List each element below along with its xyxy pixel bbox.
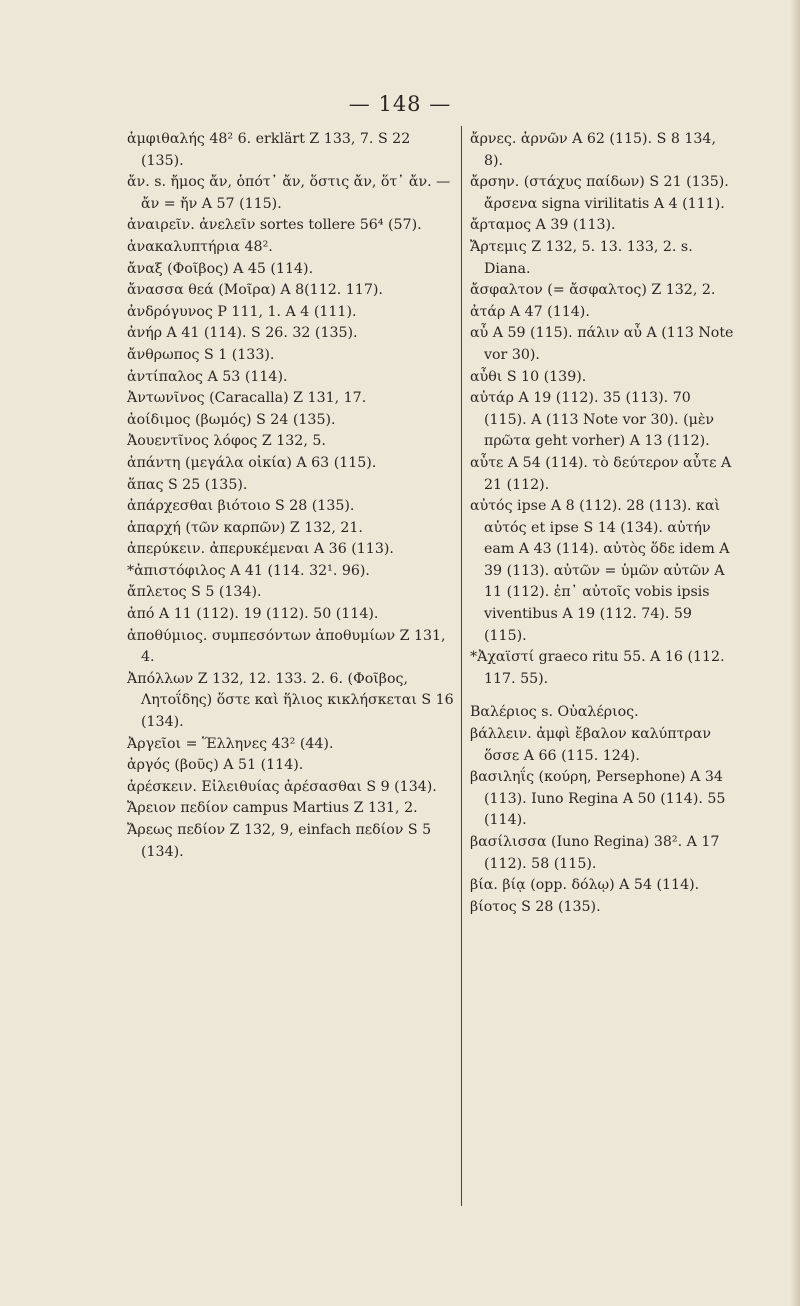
index-entry: βία. βίᾳ (opp. δόλῳ) A 54 (114). [470,877,700,894]
index-entry: Ἀντωνῖνος (Caracalla) Z 131, 17. [127,390,367,407]
column-divider [461,126,462,1206]
index-entry: αὐτάρ A 19 (112). 35 (113). 70 (115). A (113 Note vor 30). (μὲν πρῶτα geht vorher) A 13 (112). [470,390,715,450]
index-entry: Ἀργεῖοι = Ἕλληνες 43² (44). [127,735,334,752]
index-entry: ἀναιρεῖν. ἀνελεῖν sortes tollere 56⁴ (57). [127,217,422,234]
index-entry: ἀνακαλυπτήρια 48². [127,238,273,255]
index-entry: *ἀπιστόφιλος A 41 (114. 32¹. 96). [127,562,370,579]
index-entry: ἄναξ (Φοῖβος) A 45 (114). [127,260,314,277]
index-entry: ἀοίδιμος (βωμός) S 24 (135). [127,411,336,428]
index-entry: ἀργός (βοῦς) A 51 (114). [127,757,304,774]
index-entry: βάλλειν. ἀμφὶ ἔβαλον καλύπτραν ὅσσε A 66 (115. 124). [470,726,711,764]
index-entry: ἀπάρχεσθαι βιότοιο S 28 (135). [127,498,355,515]
page-number: — 148 — [348,92,452,116]
index-entry: ἀπερύκειν. ἀπερυκέμεναι A 36 (113). [127,541,394,558]
page-edge [790,0,800,1306]
index-entry: βασιληΐς (κούρη, Persephone) A 34 (113). Iuno Regina A 50 (114). 55 (114). [470,769,726,829]
index-entry: ἄν. s. ἤμος ἄν, ὁπότ᾽ ἄν, ὅστις ἄν, ὅτ᾽ ἄν. — ἄν = ἤν A 57 (115). [127,174,451,212]
index-entry: αὖτε A 54 (114). τὸ δεύτερον αὖτε A 21 (112). [470,454,732,493]
index-entry: ἀπαρχή (τῶν καρπῶν) Z 132, 21. [127,519,363,536]
index-entry: ἀνδρόγυνος P 111, 1. A 4 (111). [127,303,357,320]
index-entry: ἀντίπαλος A 53 (114). [127,368,288,385]
index-entry: ἄρσην. (στάχυς παίδων) S 21 (135). ἄρσενα signa virilitatis A 4 (111). [470,174,729,212]
index-entry: Ἀπόλλων Z 132, 12. 133. 2. 6. (Φοῖβος, Λητοΐδης) ὅστε καὶ ἥλιος κικλήσκεται S 16 (134). [127,670,454,731]
index-entry: ἄνασσα θεά (Μοῖρα) A 8(112. 117). [127,282,383,299]
index-entry: αὖθι S 10 (139). [470,368,587,385]
index-entry: Ἄρεως πεδίον Z 132, 9, einfach πεδίον S 5 (134). [127,822,432,860]
index-entry: ἄσφαλτον (= ἄσφαλτος) Z 132, 2. [470,282,716,299]
index-entry: ἄρταμος A 39 (113). [470,217,616,234]
index-entry: βίοτος S 28 (135). [470,898,601,915]
index-entry: ἀνήρ A 41 (114). S 26. 32 (135). [127,325,358,342]
index-entry: αὐτός ipse A 8 (112). 28 (113). καὶ αὐτός et ipse S 14 (134). αὐτήν eam A 43 (114). αὐτὸς ὅδε idem A 39 (113). αὐτῶν = ὑμῶν αὐτῶν A 11 (112). ἐπ᾽ αὐτοῖς vobis ipsis viventibus A 19 (112. 74). 59 (115). [470,498,730,644]
index-entry: ἀποθύμιος. συμπεσόντων ἀποθυμίων Z 131, 4. [127,627,446,666]
index-entry: αὖ A 59 (115). πάλιν αὖ A (113 Note vor 30). [470,325,734,363]
index-entry: βασίλισσα (Iuno Regina) 38². A 17 (112). 58 (115). [470,834,720,872]
index-entry: ἄρνες. ἀρνῶν A 62 (115). S 8 134, 8). [470,131,716,169]
index-entry: Ἄρειον πεδίον campus Martius Z 131, 2. [127,800,418,817]
index-entry: ἀπάντη (μεγάλα οἰκία) A 63 (115). [127,454,377,471]
index-entry: Βαλέριος s. Οὐαλέριος. [470,704,639,721]
index-entry: ἄνθρωπος S 1 (133). [127,346,275,363]
index-entry: ἀτάρ A 47 (114). [470,303,590,320]
index-entry: ἀρέσκειν. Εἰλειθυίας ἀρέσασθαι S 9 (134). [127,778,437,795]
left-column [127,129,454,863]
index-entry: Ἀουεντῖνος λόφος Z 132, 5. [127,433,326,450]
index-entry: ἅπας S 25 (135). [127,476,248,493]
index-entry: ἀπό A 11 (112). 19 (112). 50 (114). [127,606,379,623]
index-entry: ἄπλετος S 5 (134). [127,584,262,601]
index-entry: ἀμφιθαλής 48² 6. erklärt Z 133, 7. S 22 (135). [127,131,411,169]
index-entry: *Ἀχαϊστί graeco ritu 55. A 16 (112. 117. 55). [470,649,725,687]
right-column [470,129,734,918]
index-entry: Ἄρτεμις Z 132, 5. 13. 133, 2. s. Diana. [470,238,693,277]
